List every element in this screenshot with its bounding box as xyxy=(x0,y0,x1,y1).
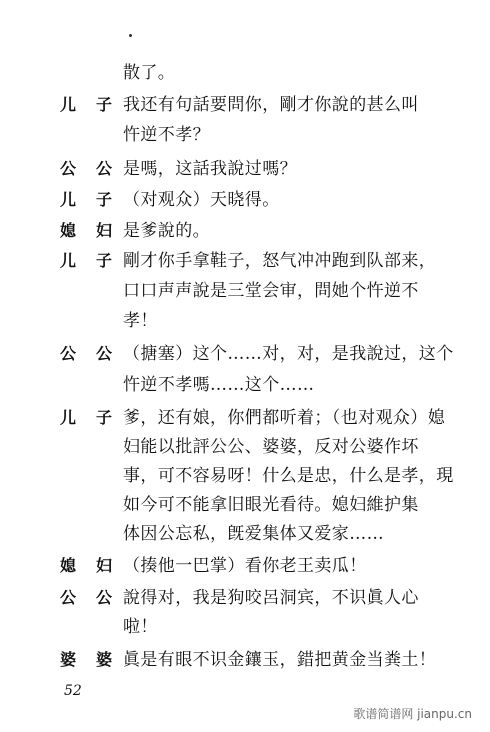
speaker-name: 儿子 xyxy=(60,408,133,427)
dialogue-text: 口口声声說是三堂会审，問她个忤逆不 xyxy=(123,281,419,301)
dialogue-text: （搪塞）这个……对，对，是我說过，这个 xyxy=(123,344,454,364)
page-number: 52 xyxy=(64,683,82,699)
dialogue-text: 是嗎，这話我說过嗎？ xyxy=(123,159,297,179)
dialogue-text: 体因公忘私，旣爱集体又爱家…… xyxy=(123,524,384,544)
speaker-name: 儿子 xyxy=(60,190,133,209)
speaker-name: 媳妇 xyxy=(60,556,133,575)
dialogue-text: （对观众）天晓得。 xyxy=(123,190,280,210)
speaker-name: 媳妇 xyxy=(60,221,133,240)
dialogue-text: 如今可不能拿旧眼光看待。媳妇維护集 xyxy=(123,495,419,515)
dialogue-text: 是爹說的。 xyxy=(123,221,210,241)
dialogue-text: 忤逆不孝嗎……这个…… xyxy=(123,375,315,395)
site-watermark: 歌谱简谱网 jianpu.cn xyxy=(353,707,472,721)
dialogue-text: 眞是有眼不识金鑲玉，錯把黄金当粪土！ xyxy=(123,650,437,670)
dialogue-text: 事，可不容易呀！什么是忠，什么是孝，現 xyxy=(123,466,454,486)
dialogue-text: 妇能以批評公公、婆婆，反对公婆作坏 xyxy=(123,437,419,457)
speaker-name: 婆婆 xyxy=(60,650,133,669)
speaker-name: 儿子 xyxy=(60,251,133,270)
speaker-name: 公公 xyxy=(60,344,133,363)
dialogue-text: 啦！ xyxy=(123,617,158,637)
dialogue-text: 孝！ xyxy=(123,311,158,331)
dialogue-text: 爹，还有娘，你們都听着；（也对观众）媳 xyxy=(123,408,446,428)
speaker-name: 公公 xyxy=(60,588,133,607)
speaker-name: 儿子 xyxy=(60,95,133,114)
dialogue-text: 散了。 xyxy=(123,63,176,83)
ink-speck xyxy=(129,34,132,37)
speaker-name: 公公 xyxy=(60,159,133,178)
dialogue-text: （揍他一巴掌）看你老王卖瓜！ xyxy=(123,556,367,576)
dialogue-text: 剛才你手拿鞋子，怒气冲冲跑到队部来， xyxy=(123,251,437,271)
dialogue-text: 說得对，我是狗咬呂洞宾，不识眞人心 xyxy=(123,588,419,608)
dialogue-text: 我还有句話要問你，剛才你說的甚么叫 xyxy=(123,95,419,115)
dialogue-text: 忤逆不孝？ xyxy=(123,125,210,145)
